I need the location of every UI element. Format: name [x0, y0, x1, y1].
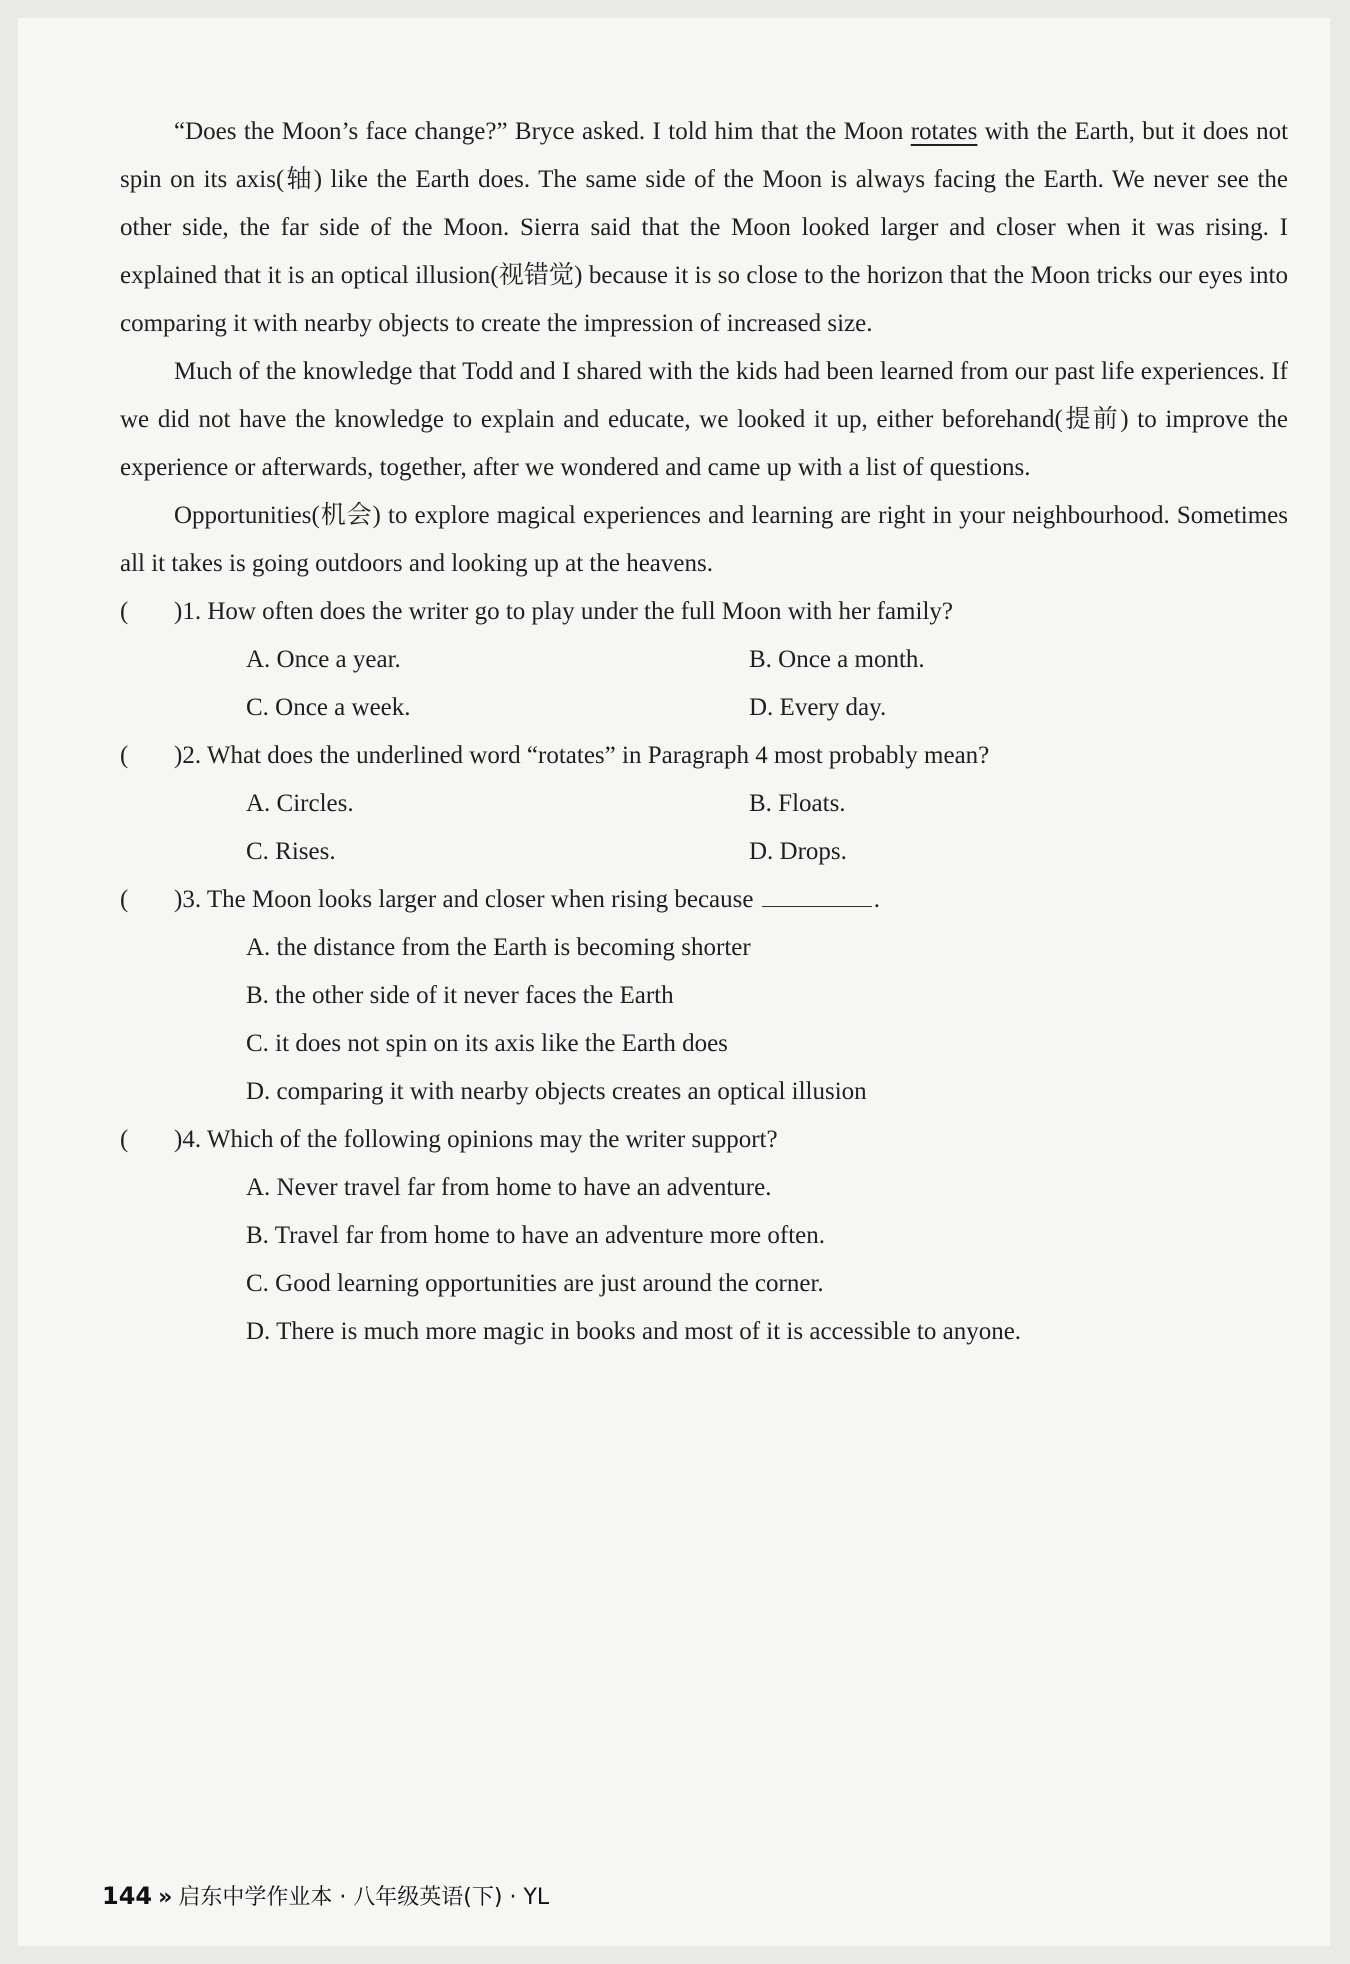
option-c[interactable]: C. Good learning opportunities are just around the corner. [246, 1270, 824, 1297]
option-b[interactable]: B. Once a month. [749, 646, 925, 673]
passage-paragraph-1: “Does the Moon’s face change?” Bryce asked. I told him that the Moon rotates with the Earth, but it does not spin on its axis(轴) like the Earth does. The same side of the Moon is always facing the Earth. We never see the other side, the far side of the Moon. Sierra said that the Moon looked larger and closer when it was rising. I explained that it is an optical illusion(视错觉) because it is so close to the horizon that the Moon tricks our eyes into comparing it with nearby objects to create the impression of increased size. [120, 118, 1289, 337]
worksheet-page [18, 18, 1330, 1946]
answer-bracket[interactable]: ( [120, 1126, 129, 1153]
option-d[interactable]: D. Drops. [749, 838, 847, 865]
passage-paragraph-2: Much of the knowledge that Todd and I shared with the kids had been learned from our past life experiences. If we did not have the knowledge to explain and educate, we looked it up, either beforehand(提前) to improve the experience or afterwards, together, after we wondered and came up with a list of questions. [120, 358, 1288, 481]
answer-blank[interactable] [762, 880, 872, 907]
question-text: )1. How often does the writer go to play under the full Moon with her family? [174, 598, 953, 625]
page-content [120, 108, 1288, 1356]
option-d[interactable]: D. Every day. [749, 694, 887, 721]
question-text: )3. The Moon looks larger and closer when rising because [174, 886, 754, 913]
option-a[interactable]: A. the distance from the Earth is becoming shorter [246, 934, 751, 961]
question-text: )4. Which of the following opinions may the writer support? [174, 1126, 778, 1153]
option-a[interactable]: A. Circles. [246, 790, 354, 817]
answer-bracket[interactable]: ( [120, 886, 129, 913]
question-1 [120, 588, 1288, 732]
question-3: ( )3. The Moon looks larger and closer when rising because . A. the distance from the Earth is becoming shorter B. the other side of it never faces the Earth C. it does not spin on its axis like the Earth does D. comparing it with nearby objects creates an optical illusion [120, 876, 1288, 1116]
question-text: )2. What does the underlined word “rotates” in Paragraph 4 most probably mean? [174, 742, 990, 769]
option-d[interactable]: D. There is much more magic in books and most of it is accessible to anyone. [246, 1318, 1022, 1345]
underlined-word: rotates [910, 118, 978, 145]
option-b[interactable]: B. Travel far from home to have an adventure more often. [246, 1222, 825, 1249]
options [246, 636, 1288, 732]
question-2 [120, 732, 1288, 876]
page-number: 144 [102, 1882, 153, 1910]
option-b[interactable]: B. the other side of it never faces the Earth [246, 982, 674, 1009]
answer-bracket[interactable]: ( [120, 742, 129, 769]
option-c[interactable]: C. Rises. [246, 838, 336, 865]
passage-paragraph-3: Opportunities(机会) to explore magical experiences and learning are right in your neighbourhood. Sometimes all it takes is going outdoors and looking up at the heavens. [120, 502, 1288, 577]
options [246, 780, 1288, 876]
options [246, 924, 1288, 1116]
answer-bracket[interactable]: ( [120, 598, 129, 625]
double-chevron-icon: » [158, 1885, 173, 1910]
option-d[interactable]: D. comparing it with nearby objects creates an optical illusion [246, 1078, 867, 1105]
option-a[interactable]: A. Once a year. [246, 646, 401, 673]
page-footer [102, 1880, 549, 1911]
option-c[interactable]: C. Once a week. [246, 694, 411, 721]
question-4 [120, 1116, 1288, 1356]
option-b[interactable]: B. Floats. [749, 790, 846, 817]
option-a[interactable]: A. Never travel far from home to have an adventure. [246, 1174, 772, 1201]
options [246, 1164, 1288, 1356]
book-title: 启东中学作业本 · 八年级英语(下) · YL [178, 1885, 550, 1910]
option-c[interactable]: C. it does not spin on its axis like the Earth does [246, 1030, 728, 1057]
